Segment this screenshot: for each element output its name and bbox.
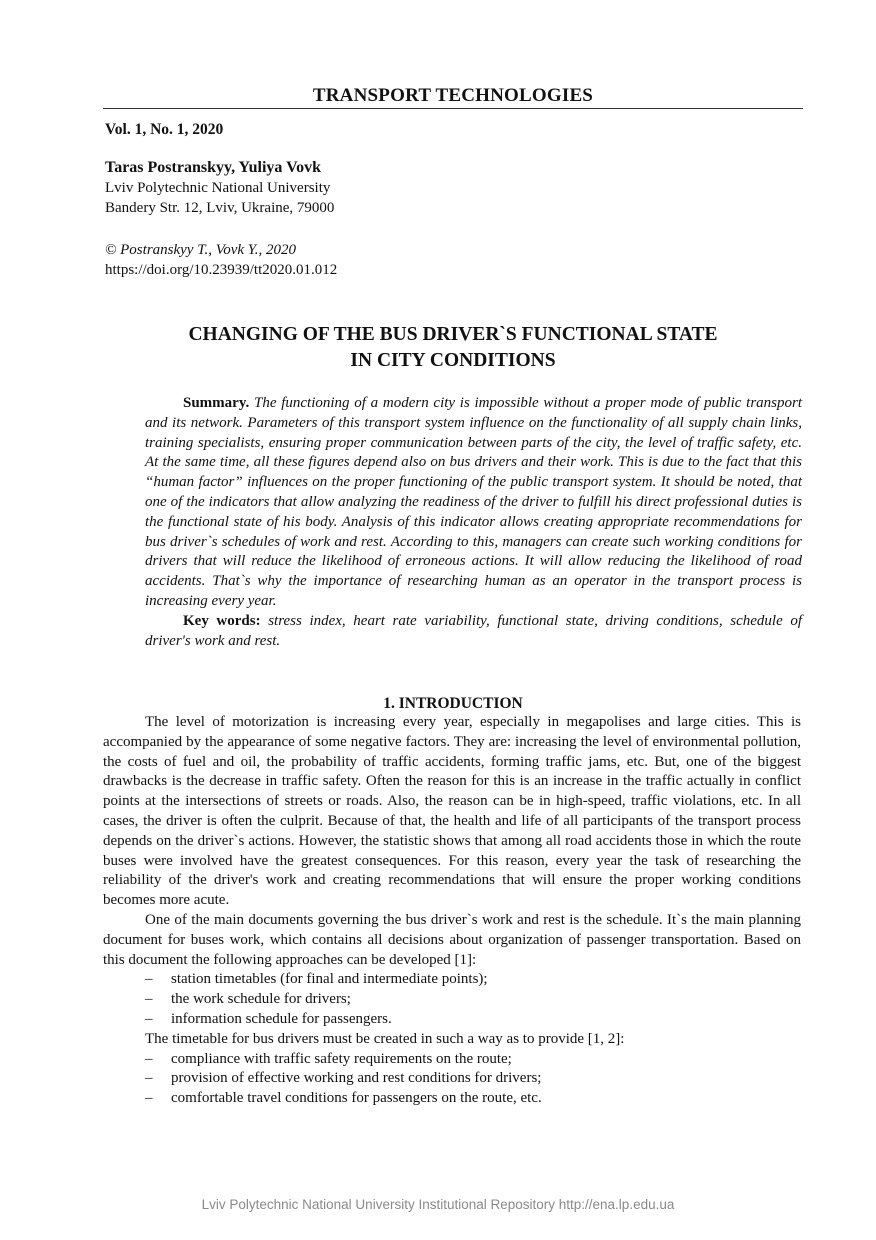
paper-title xyxy=(103,322,803,374)
list-item xyxy=(103,1089,801,1109)
journal-header: TRANSPORT TECHNOLOGIES xyxy=(103,84,803,109)
list-item-text: information schedule for passengers. xyxy=(171,1010,392,1027)
list-item xyxy=(103,1069,801,1089)
copyright-block xyxy=(105,240,337,280)
dash-bullet: – xyxy=(145,1090,153,1107)
author-block xyxy=(105,158,334,218)
intro-paragraph-2: One of the main documents governing the bus driver`s work and rest is the schedule. It`s the main planning document for buses work, which contains all decisions about organization of passenger transportation. Based on this document the following approaches can be developed [1]: xyxy=(103,911,801,968)
author-affiliation: Lviv Polytechnic National University xyxy=(105,180,331,196)
dash-bullet: – xyxy=(145,1050,153,1067)
paper-title-line-2: IN CITY CONDITIONS xyxy=(350,350,556,371)
list-item-text: comfortable travel conditions for passengers on the route, etc. xyxy=(171,1090,542,1107)
intro-paragraph-3: The timetable for bus drivers must be created in such a way as to provide [1, 2]: xyxy=(145,1030,625,1047)
author-address: Bandery Str. 12, Lviv, Ukraine, 79000 xyxy=(105,200,335,216)
intro-paragraph-1: The level of motorization is increasing every year, especially in megapolises and large cities. This is accompanied by the appearance of some negative factors. They are: increasing the level of environmental pollution, the costs of fuel and oil, the probability of traffic accidents, forming traffic jams, etc. But, one of the biggest drawbacks is the decrease in traffic safety. Often the reason for this is an increase in the traffic actually in conflict points at the intersections of streets or roads. Also, the reason can be in high-speed, traffic violations, etc. In all cases, the driver is often the culprit. Because of that, the health and life of all participants of the transport process depends on the driver`s actions. However, the statistic shows that among all road accidents those in which the route buses were involved have the greatest consequences. For this reason, every year the task of researching the reliability of the driver's work and creating recommendations that will ensure the proper working conditions becomes more acute. xyxy=(103,714,801,909)
section-heading: 1. INTRODUCTION xyxy=(383,695,523,712)
list-item xyxy=(103,970,801,990)
requirements-list xyxy=(103,1050,801,1109)
list-item xyxy=(103,990,801,1010)
approaches-list xyxy=(103,970,801,1029)
introduction-body xyxy=(103,713,801,1109)
keywords-label: Key words: xyxy=(183,612,261,629)
paper-title-line-1: CHANGING OF THE BUS DRIVER`S FUNCTIONAL STATE xyxy=(188,324,718,345)
dash-bullet: – xyxy=(145,1010,153,1027)
summary-paragraph xyxy=(145,394,802,612)
abstract xyxy=(145,394,802,651)
list-item xyxy=(103,1050,801,1070)
dash-bullet: – xyxy=(145,971,153,988)
doi-link[interactable]: https://doi.org/10.23939/tt2020.01.012 xyxy=(105,262,338,278)
list-item-text: provision of effective working and rest conditions for drivers; xyxy=(171,1070,542,1087)
dash-bullet: – xyxy=(145,1070,153,1087)
repository-footer: Lviv Polytechnic National University Institutional Repository http://ena.lp.edu.ua xyxy=(201,1197,675,1212)
list-item-text: station timetables (for final and intermediate points); xyxy=(171,971,488,988)
summary-text: The functioning of a modern city is impossible without a proper mode of public transport and its network. Parameters of this transport system influence on the functionality of all supply chain links, training specialists, ensuring proper communication between parts of the city, the level of traffic safety, etc. At the same time, all these figures depend also on bus drivers and their work. This is due to the fact that this “human factor” influences on the proper functioning of the public transport system. It should be noted, that one of the indicators that allow analyzing the readiness of the driver to fulfill his direct professional duties is the functional state of his body. Analysis of this indicator allows creating appropriate recommendations for bus driver`s schedules of work and rest. According to this, managers can create such working conditions for drivers that will reduce the likelihood of erroneous actions. It will allow reducing the likelihood of road accidents. That`s why the importance of researching human as an operator in the transport process is increasing every year. xyxy=(145,395,803,609)
dash-bullet: – xyxy=(145,991,153,1008)
summary-label: Summary. xyxy=(183,395,250,411)
list-item-text: the work schedule for drivers; xyxy=(171,991,351,1008)
keywords-paragraph xyxy=(145,612,802,652)
volume-info: Vol. 1, No. 1, 2020 xyxy=(105,121,224,138)
list-item-text: compliance with traffic safety requirements on the route; xyxy=(171,1050,512,1067)
copyright-line: © Postranskyy T., Vovk Y., 2020 xyxy=(105,242,296,258)
list-item xyxy=(103,1010,801,1030)
author-names: Taras Postranskyy, Yuliya Vovk xyxy=(105,159,322,176)
keywords-text: stress index, heart rate variability, functional state, driving conditions, schedule of driver's work and rest. xyxy=(145,612,802,649)
